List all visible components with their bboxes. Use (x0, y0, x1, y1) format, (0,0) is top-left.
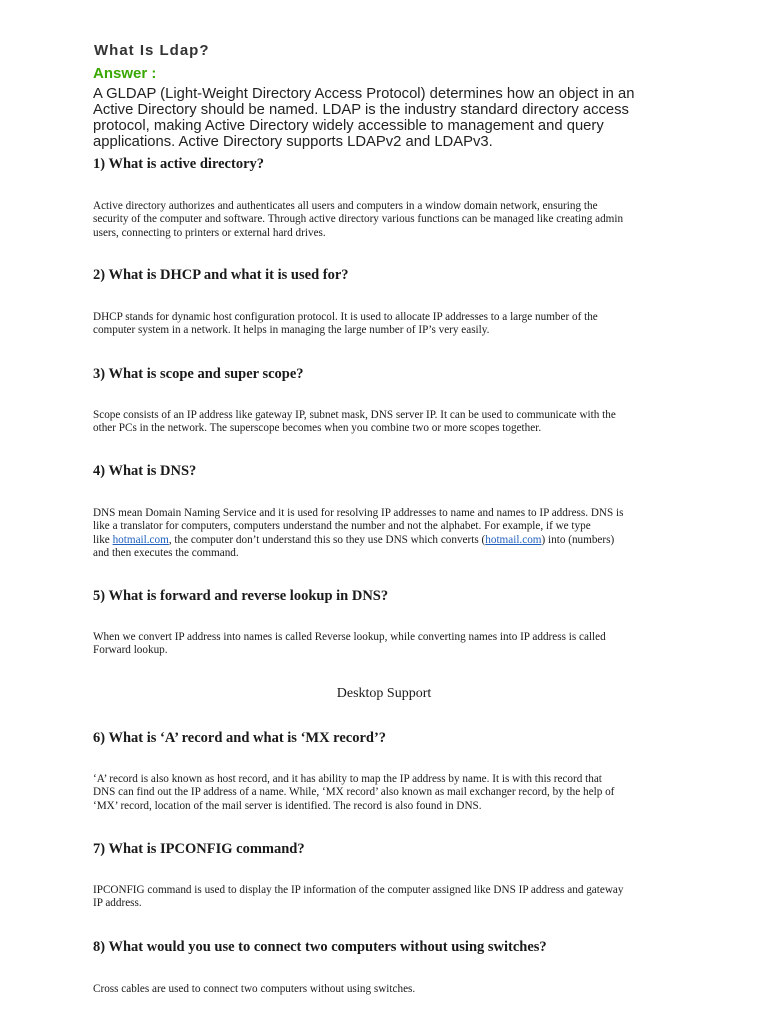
hotmail-link[interactable]: hotmail.com (112, 533, 169, 546)
answer-line: DHCP stands for dynamic host configuration protocol. It is used to allocate IP addresses to a large number of the (93, 311, 598, 323)
intro-line: A GLDAP (Light-Weight Directory Access Protocol) determines how an object in an (93, 86, 635, 102)
answer-line: ‘A’ record is also known as host record, and it has ability to map the IP address by name. It is with this record that (93, 773, 602, 785)
answer-line: Cross cables are used to connect two computers without using switches. (93, 983, 416, 995)
answer-3 (93, 409, 693, 436)
answer-line: users, connecting to printers or external hard drives. (93, 226, 326, 239)
answer-label: Answer : (93, 65, 157, 82)
intro-line: applications. Active Directory supports LDAPv2 and LDAPv3. (93, 134, 493, 150)
text-fragment: , the computer don’t understand this so they use DNS which converts ( (168, 533, 486, 546)
text-fragment: like (93, 533, 113, 546)
answer-line: IPCONFIG command is used to display the IP information of the computer assigned like DNS IP address and gateway (93, 884, 624, 896)
answer-4 (93, 507, 693, 560)
answer-6 (93, 773, 693, 813)
question-7: 7) What is IPCONFIG command? (93, 841, 305, 857)
question-1: 1) What is active directory? (93, 156, 265, 172)
intro-paragraph (93, 86, 693, 150)
answer-5 (93, 631, 693, 658)
intro-line: Active Directory should be named. LDAP is the industry standard directory access (93, 102, 629, 118)
answer-8 (93, 983, 693, 996)
question-4: 4) What is DNS? (93, 463, 197, 479)
answer-line: Active directory authorizes and authenticates all users and computers in a window domain network, ensuring the (93, 200, 598, 212)
question-2: 2) What is DHCP and what it is used for? (93, 267, 349, 283)
answer-line: computer system in a network. It helps in managing the large number of IP’s very easily. (93, 324, 490, 337)
hotmail-link[interactable]: hotmail.com (485, 533, 542, 546)
question-8: 8) What would you use to connect two computers without using switches? (93, 939, 547, 955)
answer-2 (93, 311, 693, 338)
answer-7 (93, 884, 693, 911)
answer-line: security of the computer and software. Through active directory various functions can be managed like creating admin (93, 213, 624, 226)
question-3: 3) What is scope and super scope? (93, 366, 304, 382)
question-6: 6) What is ‘A’ record and what is ‘MX record’? (93, 730, 387, 746)
answer-1 (93, 200, 693, 240)
answer-line: Scope consists of an IP address like gateway IP, subnet mask, DNS server IP. It can be used to communicate with the (93, 409, 616, 421)
page-title: What Is Ldap? (94, 42, 210, 59)
section-heading: Desktop Support (336, 686, 432, 701)
answer-line: IP address. (93, 897, 142, 910)
intro-line: protocol, making Active Directory widely accessible to management and query (93, 118, 604, 134)
answer-line: ‘MX’ record, location of the mail server is identified. The record is also found in DNS. (93, 799, 482, 812)
answer-line: other PCs in the network. The superscope becomes when you combine two or more scopes together. (93, 422, 542, 435)
question-5: 5) What is forward and reverse lookup in DNS? (93, 588, 389, 604)
answer-line: DNS mean Domain Naming Service and it is used for resolving IP addresses to name and names to IP address. DNS is (93, 507, 624, 519)
answer-line: Forward lookup. (93, 644, 168, 657)
answer-line (93, 534, 693, 547)
answer-line: When we convert IP address into names is called Reverse lookup, while converting names into IP address is called (93, 631, 606, 643)
text-fragment: ) into (numbers) (541, 533, 615, 546)
answer-line: and then executes the command. (93, 546, 239, 559)
answer-line: DNS can find out the IP address of a name. While, ‘MX record’ also known as mail exchanger record, by the help of (93, 786, 615, 799)
answer-line: like a translator for computers, computers understand the number and not the alphabet. For example, if we type (93, 520, 591, 533)
